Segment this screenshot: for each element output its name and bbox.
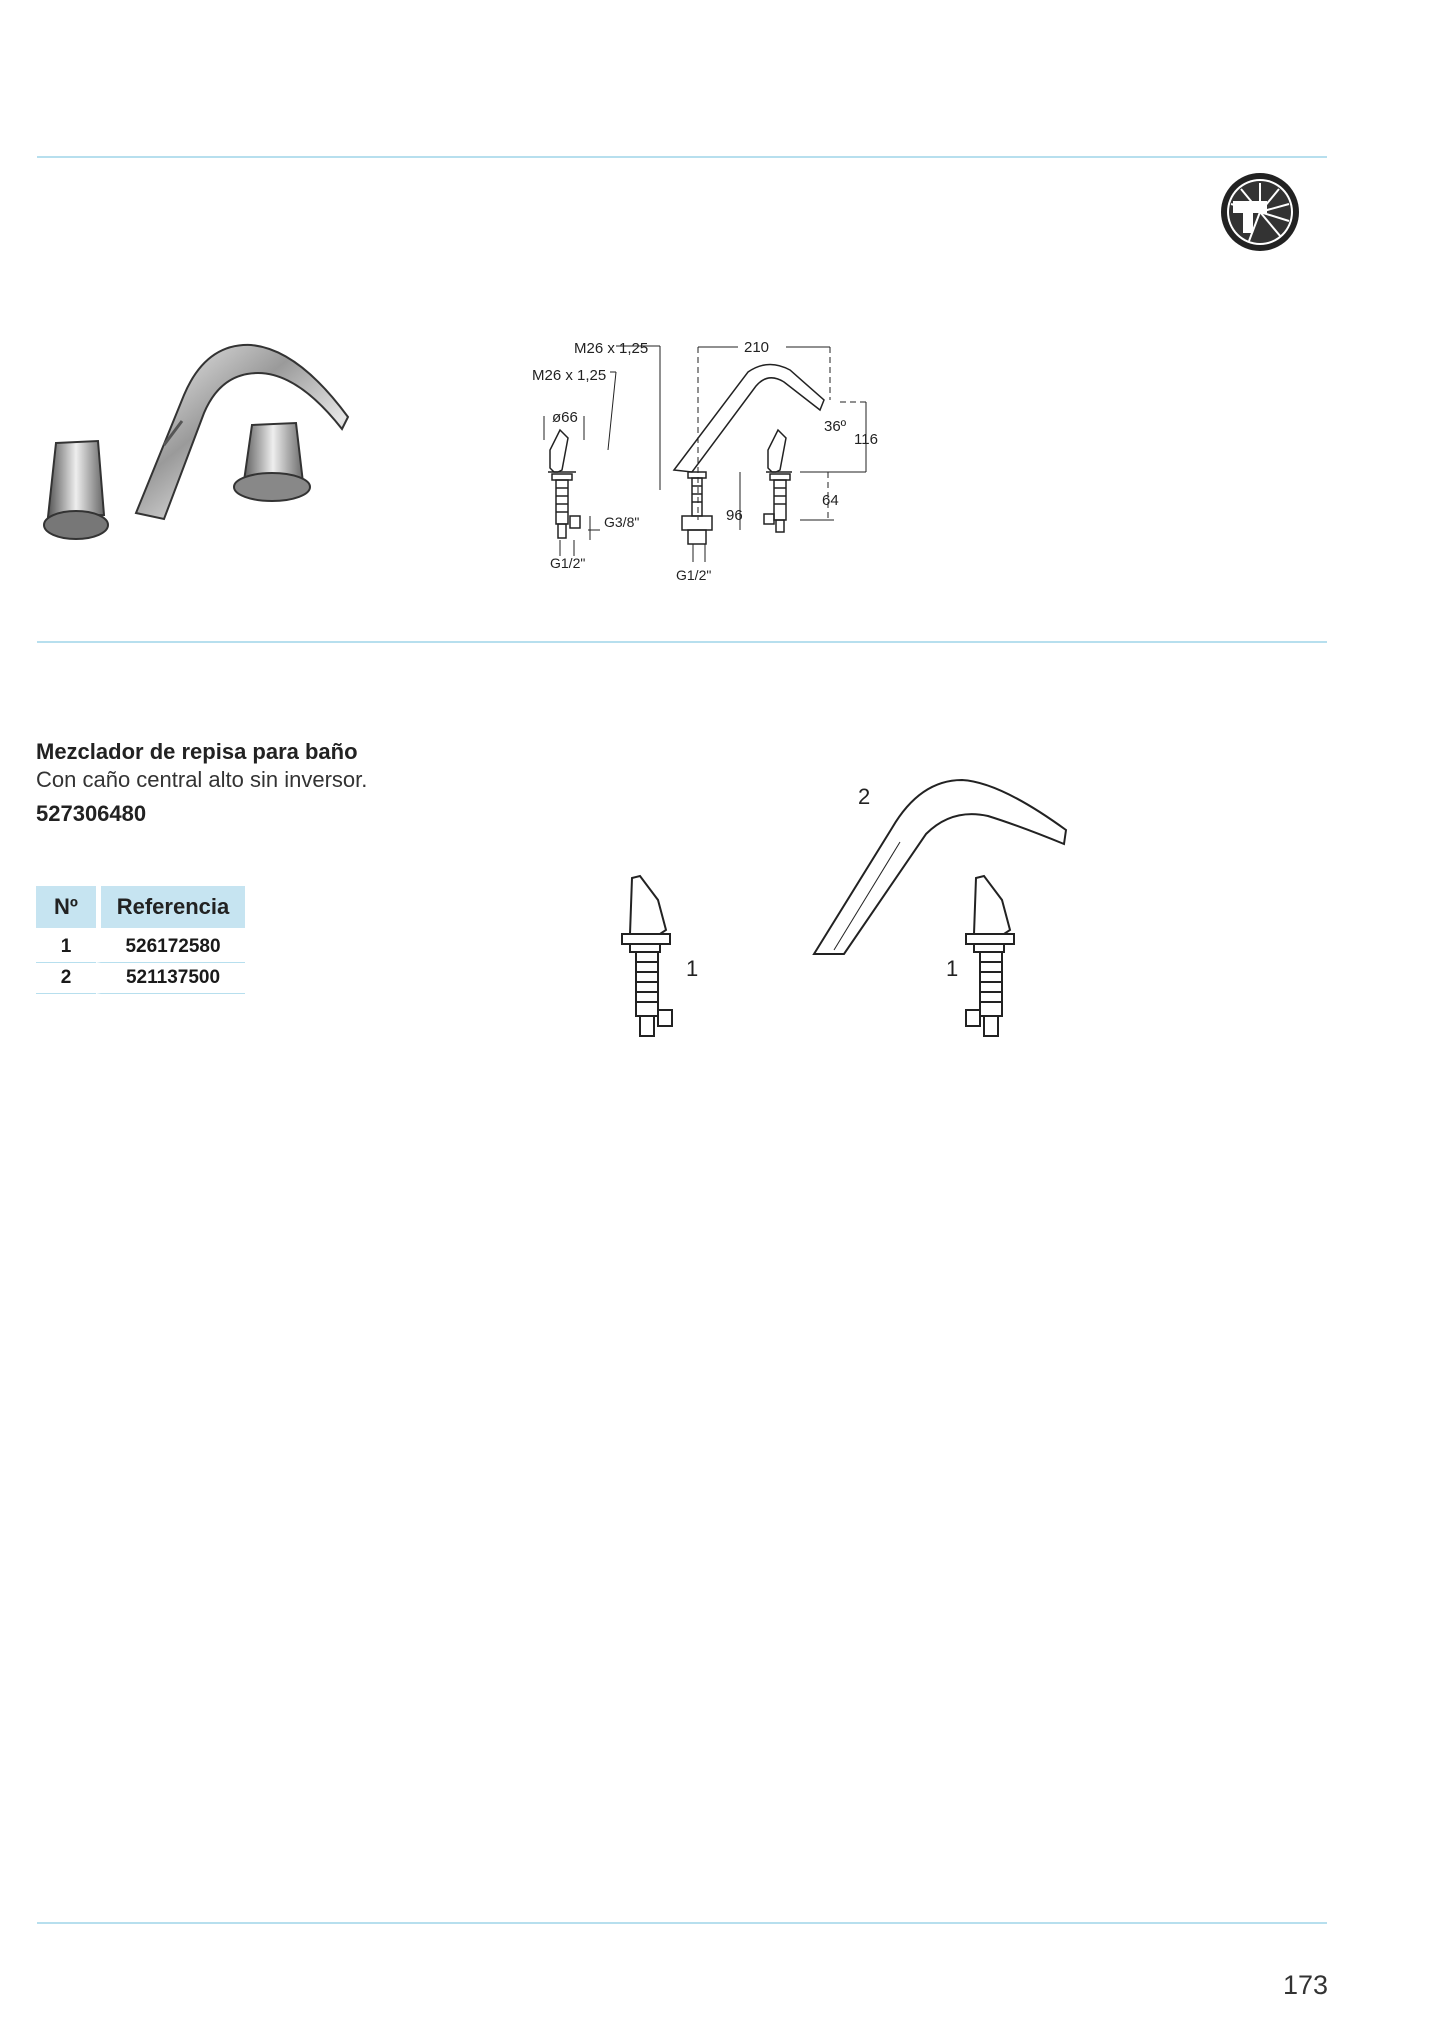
- product-code: 527306480: [36, 801, 147, 826]
- dim-thread-2: M26 x 1,25: [532, 367, 607, 384]
- dim-thread-1: M26 x 1,25: [574, 340, 649, 357]
- bottom-divider: [37, 1922, 1327, 1924]
- dim-angle: 36º: [824, 418, 847, 435]
- dim-height-total: 116: [854, 431, 878, 448]
- table-row: [36, 928, 245, 963]
- dim-width: 210: [744, 339, 770, 356]
- section-divider: [37, 641, 1327, 643]
- exploded-parts-drawing: [600, 770, 1080, 1060]
- product-photo: [36, 325, 356, 555]
- cell-no: 1: [36, 928, 96, 963]
- dim-diameter: ø66: [552, 409, 578, 426]
- label-handle-right: 1: [946, 956, 959, 981]
- label-handle-left: 1: [686, 956, 699, 981]
- product-title: Mezclador de repisa para baño: [36, 739, 358, 764]
- dim-height-handle: 64: [822, 492, 839, 509]
- cell-ref: 521137500: [96, 963, 245, 994]
- page-number: 173: [1282, 1970, 1328, 2000]
- parts-table: [36, 886, 245, 994]
- cell-no: 2: [36, 963, 96, 994]
- cell-ref: 526172580: [96, 928, 245, 963]
- dim-outlet-side: G3/8": [604, 514, 640, 530]
- product-subtitle: Con caño central alto sin inversor.: [36, 767, 368, 792]
- header-no: Nº: [36, 886, 96, 928]
- dim-height-spout: 96: [726, 507, 743, 524]
- header-referencia: Referencia: [96, 886, 245, 928]
- dimension-drawing: [520, 330, 900, 600]
- top-divider: [37, 156, 1327, 158]
- dim-inlet-left: G1/2": [550, 555, 586, 571]
- table-row: [36, 963, 245, 994]
- label-spout: 2: [858, 784, 871, 809]
- shower-spray-icon: [1219, 171, 1301, 253]
- dim-inlet-center: G1/2": [676, 567, 712, 583]
